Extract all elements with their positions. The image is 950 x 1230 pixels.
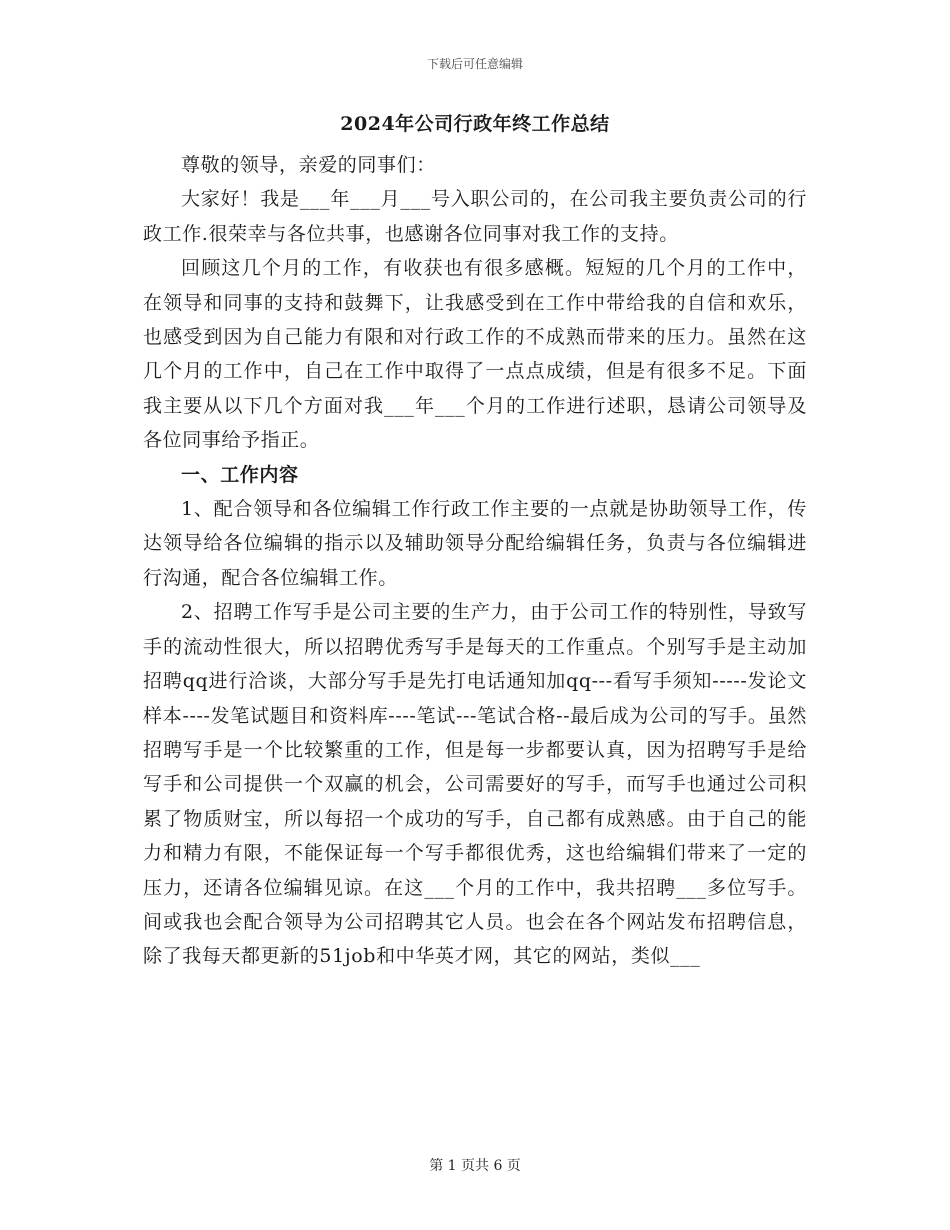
document-body bbox=[143, 108, 807, 974]
greeting: 尊敬的领导，亲爱的同事们： bbox=[181, 154, 436, 176]
paragraph-intro: 大家好！我是___年___月___号入职公司的，在公司我主要负责公司的行政工作.很荣幸与各位共事，也感谢各位同事对我工作的支持。 bbox=[143, 188, 807, 245]
paragraph-review: 回顾这几个月的工作，有收获也有很多感概。短短的几个月的工作中，在领导和同事的支持和鼓舞下，让我感受到在工作中带给我的自信和欢乐，也感受到因为自己能力有限和对行政工作的不成熟而带来的压力。虽然在这几个月的工作中，自己在工作中取得了一点点成绩，但是有很多不足。下面我主要从以下几个方面对我___年___个月的工作进行述职，恳请公司领导及各位同事给予指正。 bbox=[143, 257, 807, 452]
paragraph-item-2: 2、招聘工作写手是公司主要的生产力，由于公司工作的特别性，导致写手的流动性很大，所以招聘优秀写手是每天的工作重点。个别写手是主动加招聘qq进行洽谈，大部分写手是先打电话通知加qq---看写手须知-----发论文样本----发笔试题目和资料库----笔试---笔试合格--最后成为公司的写手。虽然招聘写手是一个比较繁重的工作，但是每一步都要认真，因为招聘写手是给写手和公司提供一个双赢的机会，公司需要好的写手，而写手也通过公司积累了物质财宝，所以每招一个成功的写手，自己都有成熟感。由于自己的能力和精力有限，不能保证每一个写手都很优秀，这也给编辑们带来了一定的压力，还请各位编辑见谅。在这___个月的工作中，我共招聘___多位写手。间或我也会配合领导为公司招聘其它人员。也会在各个网站发布招聘信息，除了我每天都更新的51job和中华英才网，其它的网站，类似___ bbox=[143, 601, 807, 968]
paragraph-item-1: 1、配合领导和各位编辑工作行政工作主要的一点就是协助领导工作，传达领导给各位编辑的指示以及辅助领导分配给编辑任务，负责与各位编辑进行沟通，配合各位编辑工作。 bbox=[143, 498, 807, 589]
section-heading: 一、工作内容 bbox=[181, 463, 299, 486]
document-title: 2024年公司行政年终工作总结 bbox=[340, 113, 610, 135]
page-header: 下载后可任意编辑 bbox=[426, 57, 523, 71]
page-number: 第 1 页共 6 页 bbox=[429, 1158, 521, 1174]
